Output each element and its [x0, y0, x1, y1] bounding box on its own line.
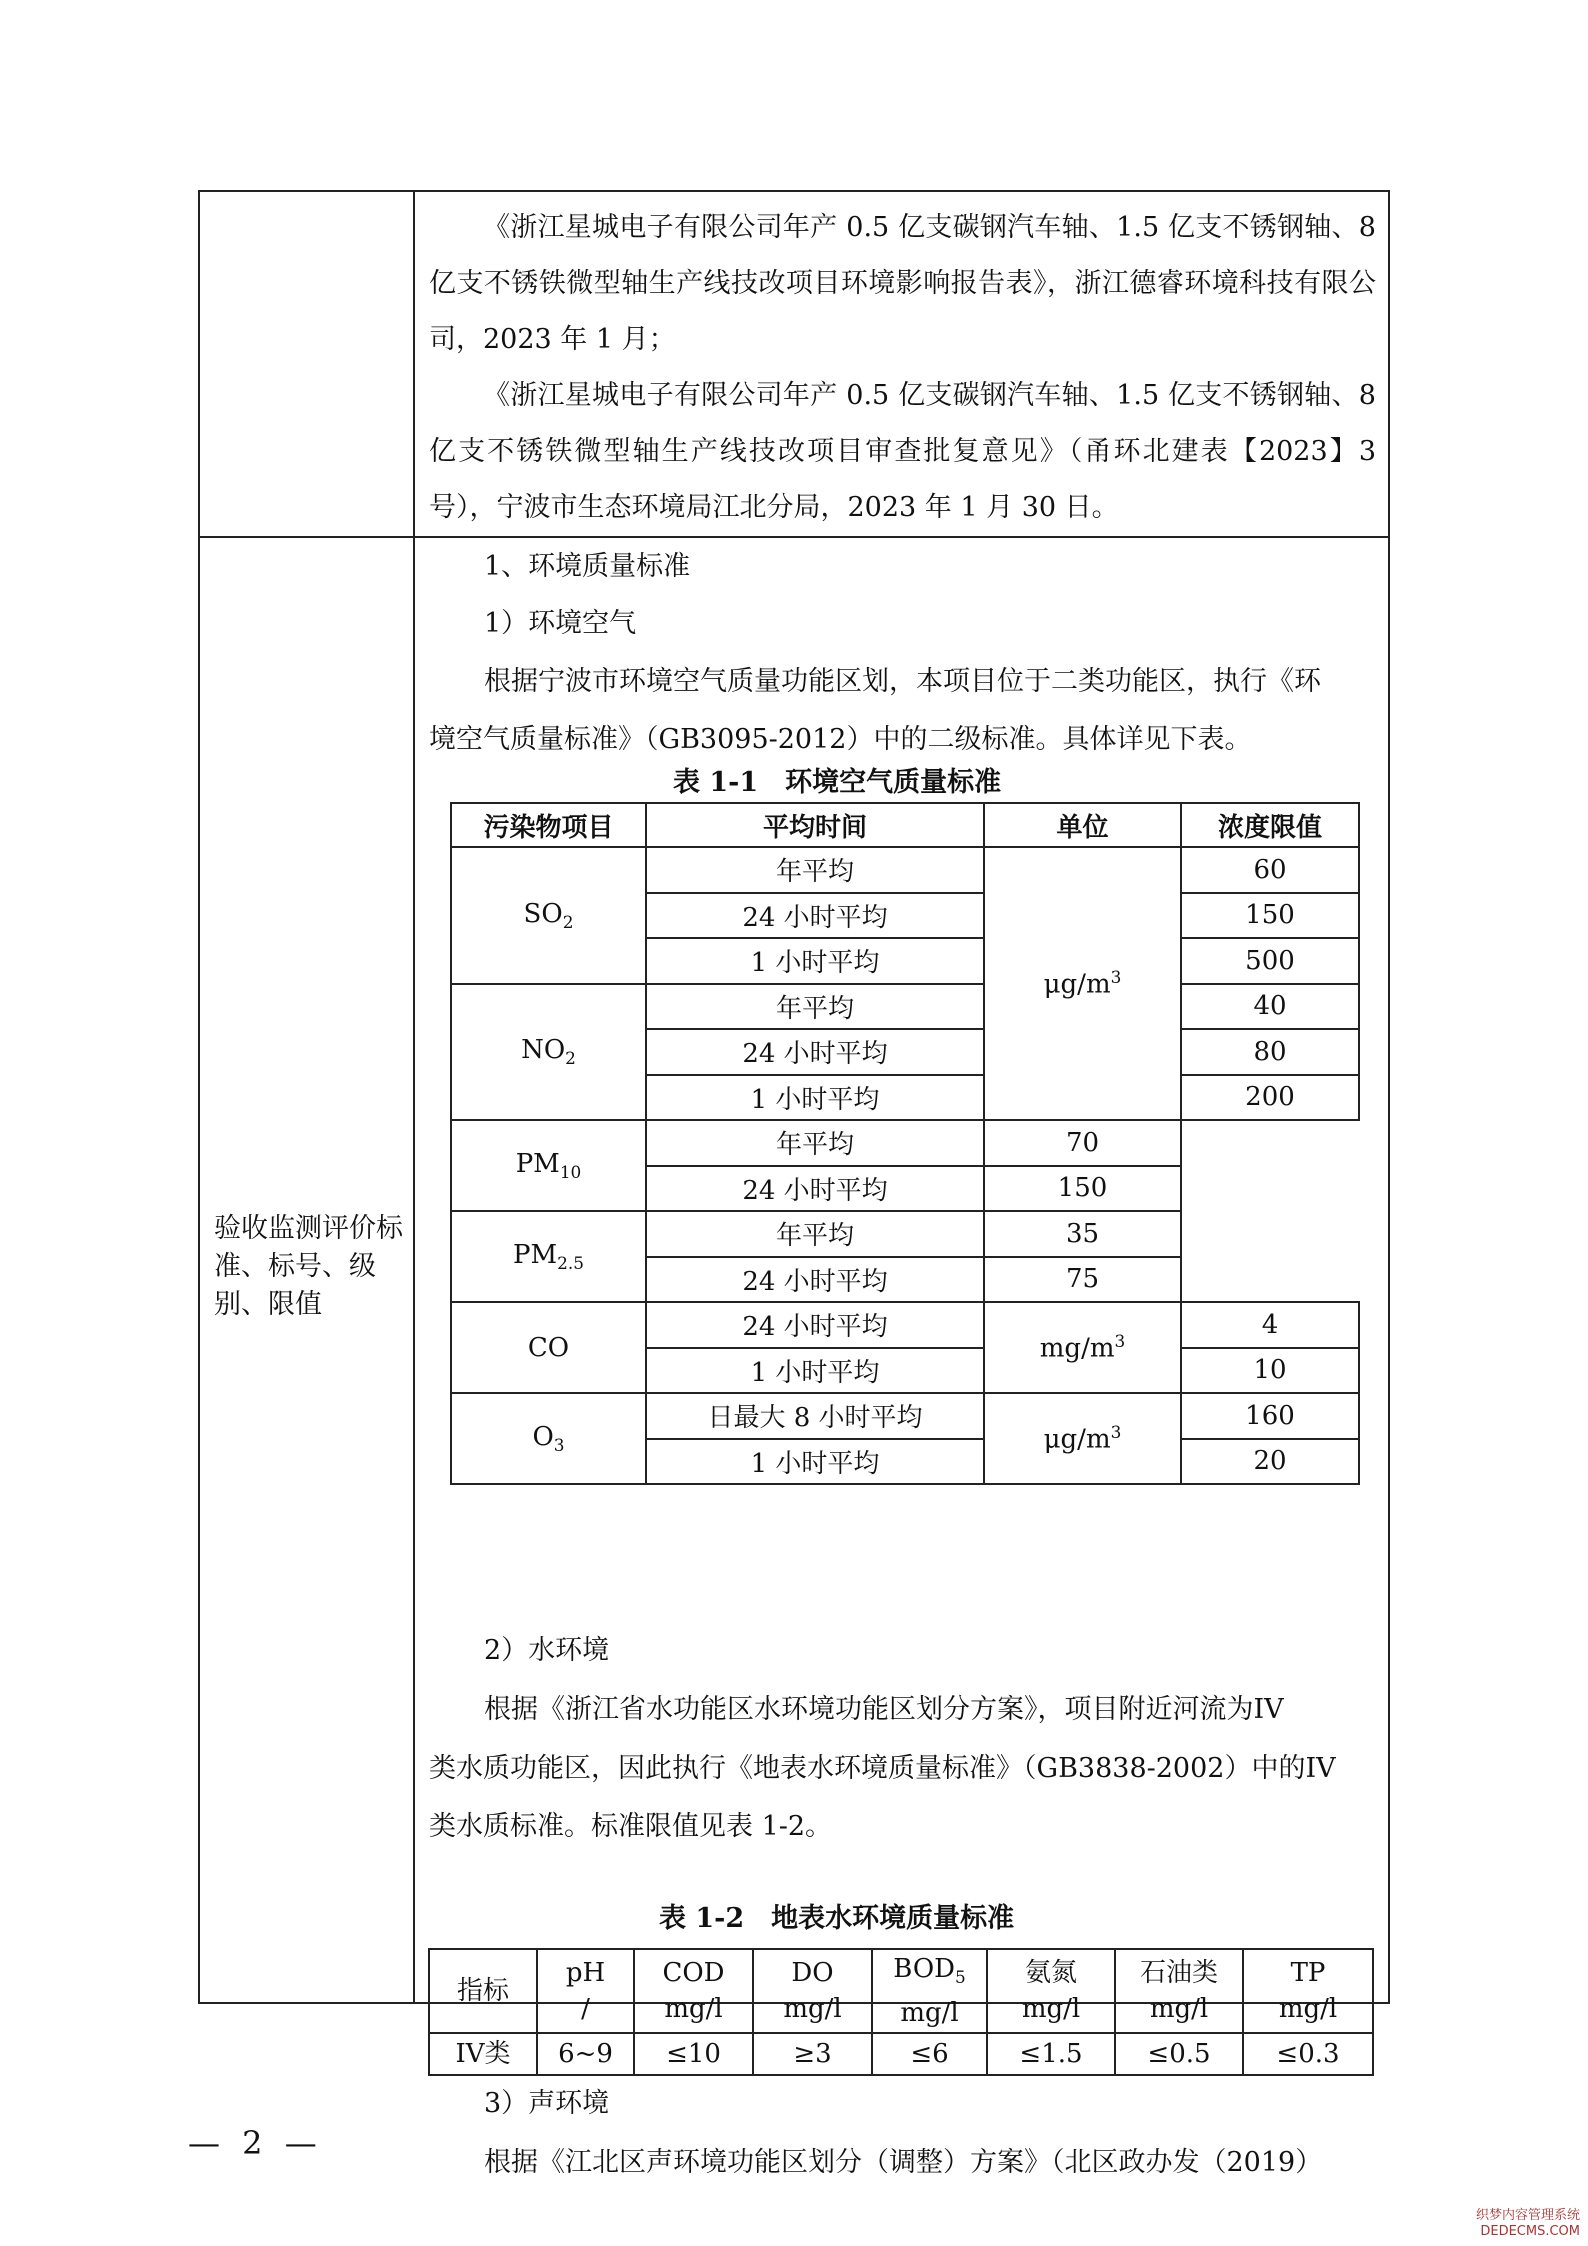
- table-header-row: [451, 803, 1359, 847]
- avg-time: 1 小时平均: [646, 1439, 984, 1485]
- subheading-air: 1）环境空气: [484, 608, 637, 639]
- pollutant-pm25: $PM_{2.5}$: [451, 1211, 646, 1302]
- water-paragraph-line-3: 类水质标准。标准限值见表 1-2。: [429, 1811, 833, 1842]
- watermark: [1476, 2208, 1580, 2240]
- table-row: [451, 1302, 1359, 1348]
- cell-value: 6~9: [537, 2033, 634, 2075]
- table-1-title: 表 1-1 环境空气质量标准: [673, 767, 1002, 798]
- header-petroleum: 石油类 mg/l: [1115, 1949, 1243, 2033]
- avg-time: 年平均: [646, 1211, 984, 1257]
- avg-time: 1 小时平均: [646, 1348, 984, 1394]
- limit-value: 4: [1181, 1302, 1359, 1348]
- table-row: [451, 1120, 1359, 1166]
- limit-value: 150: [984, 1166, 1181, 1212]
- cell-value: ≤10: [634, 2033, 753, 2075]
- water-paragraph-line-1: 根据《浙江省水功能区水环境功能区划分方案》，项目附近河流为IV: [484, 1694, 1284, 1725]
- header-index: 指标: [429, 1949, 537, 2033]
- table-row: [451, 1393, 1359, 1439]
- pollutant-no2: $NO_2$: [451, 984, 646, 1121]
- header-avg-time: 平均时间: [646, 803, 984, 847]
- cell-value: ≤0.5: [1115, 2033, 1243, 2075]
- avg-time: 24 小时平均: [646, 1302, 984, 1348]
- noise-paragraph: 根据《江北区声环境功能区划分（调整）方案》（北区政办发（2019）: [484, 2147, 1323, 2178]
- table-row: [429, 2033, 1373, 2075]
- row-class: IV类: [429, 2033, 537, 2075]
- pollutant-pm10: $PM_{10}$: [451, 1120, 646, 1211]
- avg-time: 24 小时平均: [646, 1257, 984, 1303]
- header-pollutant: 污染物项目: [451, 803, 646, 847]
- surface-water-table: [428, 1948, 1374, 2076]
- limit-value: 35: [984, 1211, 1181, 1257]
- document-table: [198, 190, 1390, 2178]
- table-header-row: [429, 1949, 1373, 2033]
- table-row: [451, 1211, 1359, 1257]
- reference-cell: [415, 192, 1390, 536]
- reference-1: 《浙江星城电子有限公司年产 0.5 亿支碳钢汽车轴、1.5 亿支不锈钢轴、8 亿支不锈铁微型轴生产线技改项目环境影响报告表》，浙江德睿环境科技有限公司，2023 年 1 月；: [429, 212, 1376, 355]
- avg-time: 年平均: [646, 1120, 984, 1166]
- limit-value: 75: [984, 1257, 1181, 1303]
- air-quality-table: [450, 802, 1360, 1485]
- limit-value: 160: [1181, 1393, 1359, 1439]
- avg-time: 1 小时平均: [646, 1075, 984, 1121]
- header-bod5: $BOD_5$ mg/l: [872, 1949, 987, 2033]
- avg-time: 24 小时平均: [646, 1029, 984, 1075]
- table-2-title: 表 1-2 地表水环境质量标准: [659, 1903, 1015, 1934]
- pollutant-so2: $SO_2$: [451, 847, 646, 984]
- header-unit: 单位: [984, 803, 1181, 847]
- air-paragraph-line-1: 根据宁波市环境空气质量功能区划，本项目位于二类功能区，执行《环: [484, 666, 1321, 697]
- avg-time: 日最大 8 小时平均: [646, 1393, 984, 1439]
- header-cod: COD mg/l: [634, 1949, 753, 2033]
- header-limit: 浓度限值: [1181, 803, 1359, 847]
- watermark-line-1: 织梦内容管理系统: [1475, 2208, 1580, 2223]
- header-tp: TP mg/l: [1243, 1949, 1373, 2033]
- avg-time: 1 小时平均: [646, 938, 984, 984]
- section-heading: 1、环境质量标准: [484, 551, 691, 582]
- limit-value: 10: [1181, 1348, 1359, 1394]
- avg-time: 24 小时平均: [646, 1166, 984, 1212]
- pollutant-co: CO: [451, 1302, 646, 1393]
- header-ph: pH /: [537, 1949, 634, 2033]
- table-row: [451, 847, 1359, 893]
- limit-value: 80: [1181, 1029, 1359, 1075]
- limit-value: 60: [1181, 847, 1359, 893]
- table-row: [451, 984, 1359, 1030]
- limit-value: 20: [1181, 1439, 1359, 1485]
- limit-value: 200: [1181, 1075, 1359, 1121]
- page-number: — 2 —: [188, 2124, 323, 2162]
- avg-time: 24 小时平均: [646, 893, 984, 939]
- row-divider: [200, 536, 1388, 538]
- limit-value: 40: [1181, 984, 1359, 1030]
- reference-2: 《浙江星城电子有限公司年产 0.5 亿支碳钢汽车轴、1.5 亿支不锈钢轴、8 亿支不锈铁微型轴生产线技改项目审查批复意见》（甬环北建表【2023】3 号），宁波市生态环境局江北分局，2023 年 1 月 30 日。: [429, 380, 1376, 523]
- header-ammonia: 氨氮 mg/l: [987, 1949, 1115, 2033]
- subheading-noise: 3）声环境: [484, 2088, 610, 2119]
- air-paragraph-line-2: 境空气质量标准》（GB3095-2012）中的二级标准。具体详见下表。: [429, 724, 1252, 755]
- avg-time: 年平均: [646, 847, 984, 893]
- row-label: 验收监测评价标准、标号、级别、限值: [214, 1213, 403, 1320]
- unit-ug: $\mu g/m^3$: [984, 847, 1181, 1120]
- cell-value: ≥3: [753, 2033, 872, 2075]
- limit-value: 150: [1181, 893, 1359, 939]
- unit-mg: $mg/m^3$: [984, 1302, 1181, 1393]
- pollutant-o3: $O_3$: [451, 1393, 646, 1484]
- water-paragraph-line-2: 类水质功能区，因此执行《地表水环境质量标准》（GB3838-2002）中的IV: [429, 1753, 1336, 1784]
- cell-value: ≤6: [872, 2033, 987, 2075]
- limit-value: 500: [1181, 938, 1359, 984]
- avg-time: 年平均: [646, 984, 984, 1030]
- subheading-water: 2）水环境: [484, 1635, 610, 1666]
- unit-ug: $\mu g/m^3$: [984, 1393, 1181, 1484]
- cell-value: ≤1.5: [987, 2033, 1115, 2075]
- header-do: DO mg/l: [753, 1949, 872, 2033]
- watermark-line-2: DEDECMS.COM: [1480, 2224, 1580, 2239]
- cell-value: ≤0.3: [1243, 2033, 1373, 2075]
- limit-value: 70: [984, 1120, 1181, 1166]
